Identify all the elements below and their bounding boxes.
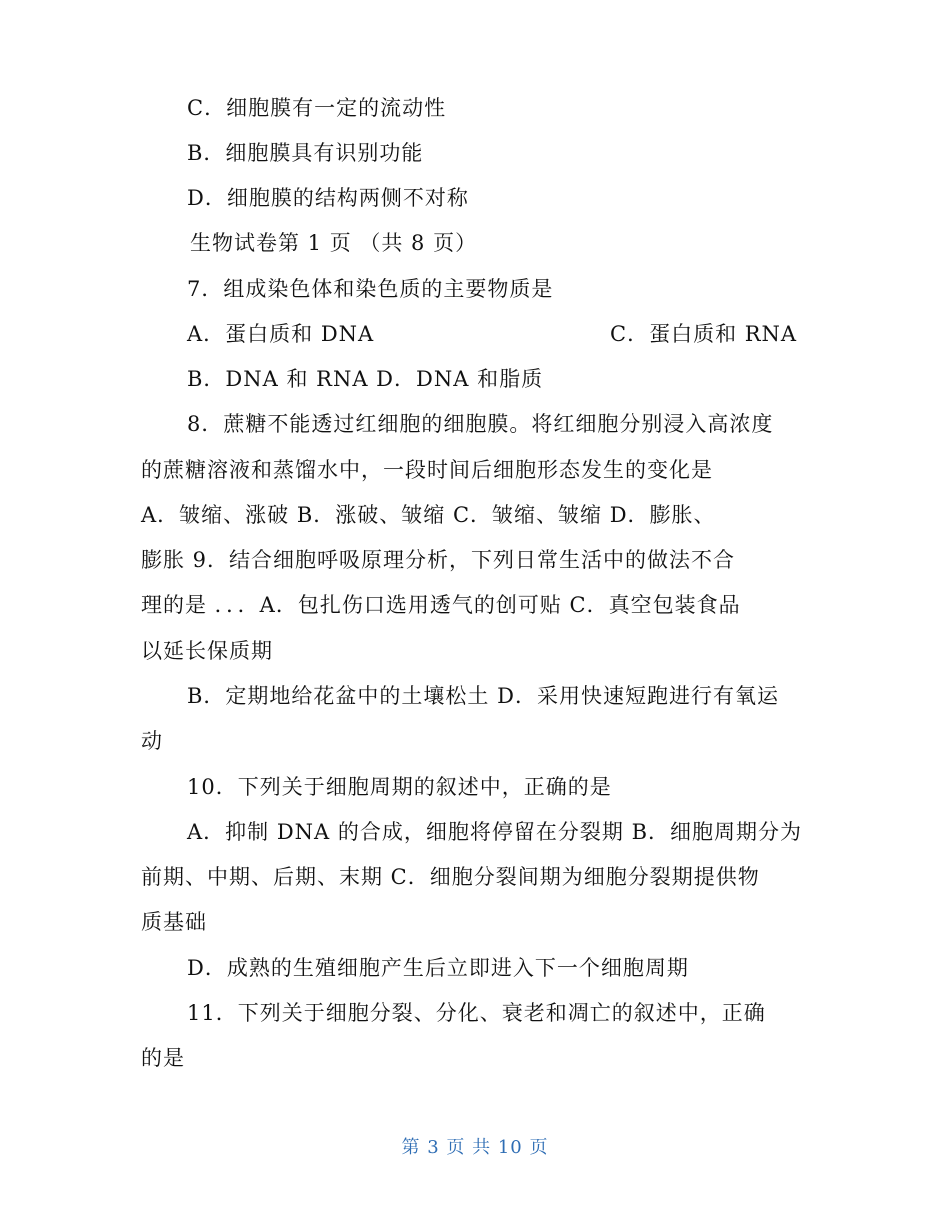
question-9-line-1: 膨胀 9．结合细胞呼吸原理分析，下列日常生活中的做法不合 — [141, 548, 736, 572]
option-c-line: C．细胞膜有一定的流动性 — [187, 96, 447, 120]
question-7-option-c: C．蛋白质和 RNA — [610, 322, 798, 346]
question-10-line-1: 10．下列关于细胞周期的叙述中，正确的是 — [187, 775, 612, 799]
question-7-options-bd: B．DNA 和 RNA D．DNA 和脂质 — [187, 367, 544, 391]
question-8-options-line: A．皱缩、涨破 B．涨破、皱缩 C．皱缩、皱缩 D．膨胀、 — [141, 503, 716, 527]
question-9-line-2: 理的是 ．．．A．包扎伤口选用透气的创可贴 C．真空包装食品 — [141, 593, 741, 617]
question-9-line-3: 以延长保质期 — [141, 639, 273, 663]
question-10-line-4: 质基础 — [141, 910, 207, 934]
question-10-line-3: 前期、中期、后期、末期 C．细胞分裂间期为细胞分裂期提供物 — [141, 865, 760, 889]
question-11-line-2: 的是 — [141, 1046, 185, 1070]
question-7-line: 7．组成染色体和染色质的主要物质是 — [187, 277, 554, 301]
page-note-line: 生物试卷第 1 页 （共 8 页） — [190, 231, 478, 255]
option-b-line: B．细胞膜具有识别功能 — [187, 141, 424, 165]
question-10-line-5: D．成熟的生殖细胞产生后立即进入下一个细胞周期 — [187, 956, 689, 980]
question-8-line-1: 8．蔗糖不能透过红细胞的细胞膜。将红细胞分别浸入高浓度 — [187, 412, 774, 436]
question-7-option-a: A．蛋白质和 DNA — [187, 322, 375, 346]
question-11-line-1: 11．下列关于细胞分裂、分化、衰老和凋亡的叙述中，正确 — [187, 1001, 766, 1025]
question-8-line-2: 的蔗糖溶液和蒸馏水中，一段时间后细胞形态发生的变化是 — [141, 458, 713, 482]
option-d-line: D．细胞膜的结构两侧不对称 — [187, 186, 469, 210]
question-10-line-2: A．抑制 DNA 的合成，细胞将停留在分裂期 B．细胞周期分为 — [187, 820, 802, 844]
page-footer: 第 3 页 共 10 页 — [401, 1137, 549, 1158]
question-9-line-5: 动 — [141, 729, 163, 753]
question-9-line-4: B．定期地给花盆中的土壤松土 D．采用快速短跑进行有氧运 — [187, 684, 779, 708]
